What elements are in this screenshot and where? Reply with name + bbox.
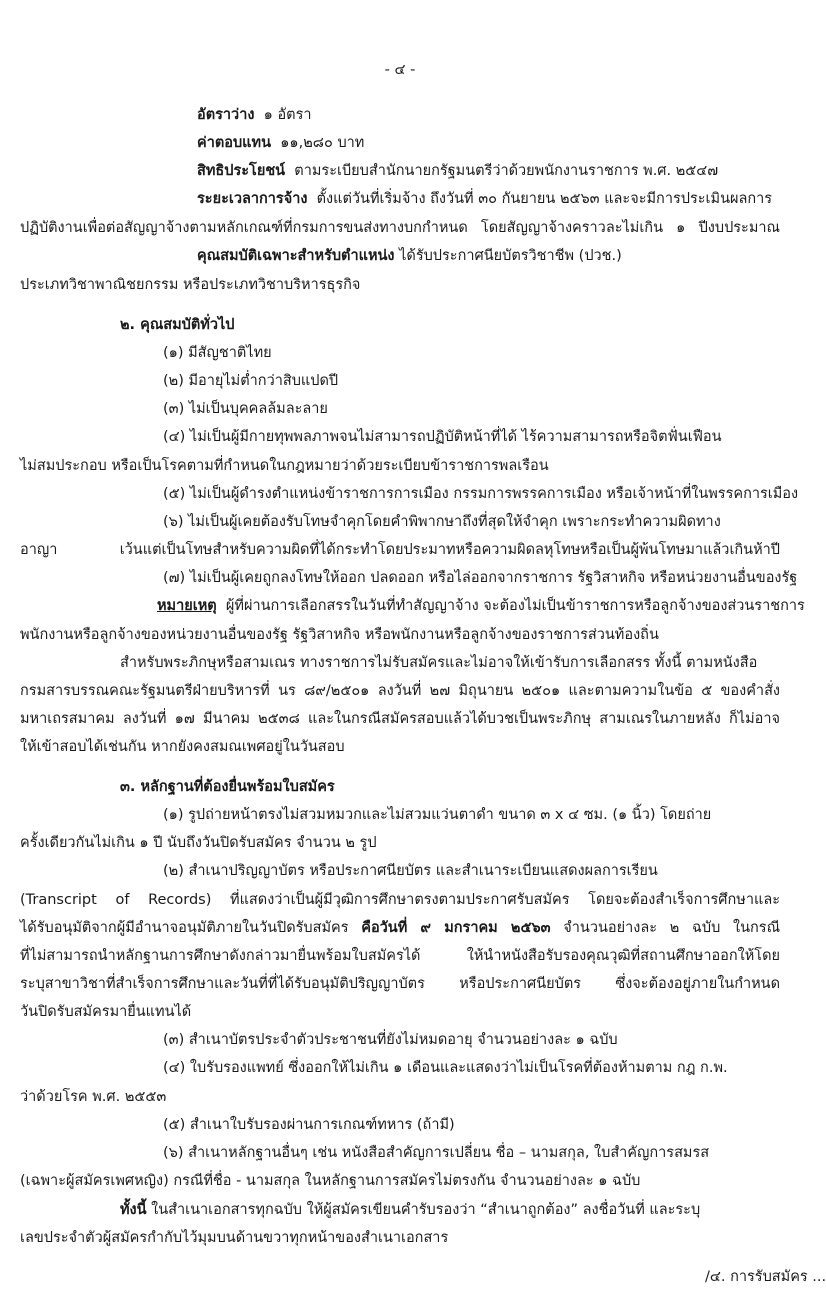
list-item-cont: วันปิดรับสมัครมายื่นแทนได้ <box>20 1004 192 1020</box>
list-item-cont: ไม่สมประกอบ หรือเป็นโรคตามที่กำหนดในกฎหมายว่าด้วยระเบียบข้าราชการพลเรือน <box>20 458 549 474</box>
monk-paragraph: มหาเถรสมาคม ลงวันที่ ๑๗ มีนาคม ๒๕๓๘ และในกรณีสมัครสอบแล้วได้บวชเป็นพระภิกษุ สามเณรในภายหลัง ก็ไม่อาจ <box>20 711 780 727</box>
label: ค่าตอบแทน <box>197 135 271 151</box>
list-item: (๓) ไม่เป็นบุคคลล้มละลาย <box>163 401 328 417</box>
value: ๑๑,๒๘๐ บาท <box>280 135 365 151</box>
note-line <box>157 596 805 616</box>
list-item-cont: ที่ไม่สามารถนำหลักฐานการศึกษาดังกล่าวมายื่นพร้อมใบสมัครได้ ให้นำหนังสือรับรองคุณวุฒิที่สถานศึกษาออกให้โดย <box>20 948 780 964</box>
list-item-cont: อาญา เว้นแต่เป็นโทษสำหรับความผิดที่ได้กระทำโดยประมาทหรือความผิดลหุโทษหรือเป็นผู้พ้นโทษมาแล้วเกินห้าปี <box>20 542 780 558</box>
deadline: คือวันที่ ๙ มกราคม ๒๕๖๓ <box>361 920 551 936</box>
note-text: ผู้ที่ผ่านการเลือกสรรในวันที่ทำสัญญาจ้าง จะต้องไม่เป็นข้าราชการหรือลูกจ้างของส่วนราชการ <box>225 598 805 614</box>
list-item: (๑) รูปถ่ายหน้าตรงไม่สวมหมวกและไม่สวมแว่นตาดำ ขนาด ๓ x ๔ ซม. (๑ นิ้ว) โดยถ่าย <box>163 807 712 823</box>
list-item: (๗) ไม่เป็นผู้เคยถูกลงโทษให้ออก ปลดออก หรือไล่ออกจากราชการ รัฐวิสาหกิจ หรือหน่วยงานอื่นของรัฐ <box>163 570 798 586</box>
qualification-line <box>197 246 622 266</box>
period-line <box>197 189 772 209</box>
list-item: (๓) สำเนาบัตรประจำตัวประชาชนที่ยังไม่หมดอายุ จำนวนอย่างละ ๑ ฉบับ <box>163 1032 618 1048</box>
value: ตั้งแต่วันที่เริ่มจ้าง ถึงวันที่ ๓๐ กันยายน ๒๕๖๓ และจะมีการประเมินผลการ <box>316 191 773 207</box>
list-item: (๔) ไม่เป็นผู้มีกายทุพพลภาพจนไม่สามารถปฏิบัติหน้าที่ได้ ไร้ความสามารถหรือจิตฟั่นเฟือน <box>163 429 722 445</box>
value: ตามระเบียบสำนักนายกรัฐมนตรีว่าด้วยพนักงานราชการ พ.ศ. ๒๕๔๗ <box>294 163 719 179</box>
vacancy-line <box>197 105 312 125</box>
monk-paragraph: ให้เข้าสอบได้เช่นกัน หากยังคงสมณเพศอยู่ในวันสอบ <box>20 739 345 755</box>
section2-heading: ๒. คุณสมบัติทั่วไป <box>120 317 235 333</box>
list-item-cont: ระบุสาขาวิชาที่สำเร็จการศึกษาและวันที่ที่ได้รับอนุมัติปริญญาบัตร หรือประกาศนียบัตร ซึ่งจะต้องอยู่ภายในกำหนด <box>20 976 780 992</box>
qualification-cont: ประเภทวิชาพาณิชยกรรม หรือประเภทวิชาบริหารธุรกิจ <box>20 277 361 293</box>
closing-bold: ทั้งนี้ <box>120 1202 147 1218</box>
value: ๑ อัตรา <box>263 107 312 123</box>
list-item: (๕) ไม่เป็นผู้ดำรงตำแหน่งข้าราชการการเมือง กรรมการพรรคการเมือง หรือเจ้าหน้าที่ในพรรคการเมือง <box>163 486 799 502</box>
label: สิทธิประโยชน์ <box>197 163 286 179</box>
list-item-cont <box>20 918 780 938</box>
page-number: - ๔ - <box>384 62 416 78</box>
note-cont: พนักงานหรือลูกจ้างของหน่วยงานอื่นของรัฐ รัฐวิสาหกิจ หรือพนักงานหรือลูกจ้างของราชการส่วนท้องถิ่น <box>20 627 659 643</box>
label: คุณสมบัติเฉพาะสำหรับตำแหน่ง <box>197 248 395 264</box>
list-item-cont: (Transcript of Records) ที่แสดงว่าเป็นผู้มีวุฒิการศึกษาตรงตามประกาศรับสมัคร โดยจะต้องสำเร็จการศึกษาและ <box>20 892 780 908</box>
note-label: หมายเหตุ <box>157 598 217 614</box>
value: ได้รับประกาศนียบัตรวิชาชีพ (ปวช.) <box>399 248 622 264</box>
list-item: (๒) มีอายุไม่ต่ำกว่าสิบแปดปี <box>163 373 339 389</box>
benefit-line <box>197 161 718 181</box>
list-item: (๑) มีสัญชาติไทย <box>163 345 272 361</box>
text: จำนวนอย่างละ ๒ ฉบับ ในกรณี <box>563 920 781 936</box>
list-item-cont: ว่าด้วยโรค พ.ศ. ๒๕๕๓ <box>20 1089 167 1105</box>
label: อัตราว่าง <box>197 107 255 123</box>
text: ได้รับอนุมัติจากผู้มีอำนาจอนุมัติภายในวันปิดรับสมัคร <box>20 920 349 936</box>
list-item-cont: (เฉพาะผู้สมัครเพศหญิง) กรณีที่ชื่อ - นามสกุล ในหลักฐานการสมัครไม่ตรงกัน จำนวนอย่างละ ๑ ฉบับ <box>20 1173 641 1189</box>
label: ระยะเวลาการจ้าง <box>197 191 308 207</box>
monk-paragraph: กรมสารบรรณคณะรัฐมนตรีฝ่ายบริหารที่ นร ๘๙/๒๕๐๑ ลงวันที่ ๒๗ มิถุนายน ๒๕๐๑ และตามความในข้อ ๕ ของคำสั่ง <box>20 683 780 699</box>
section3-heading: ๓. หลักฐานที่ต้องยื่นพร้อมใบสมัคร <box>120 779 335 795</box>
closing-text: ในสำเนาเอกสารทุกฉบับ ให้ผู้สมัครเขียนคำรับรองว่า “สำเนาถูกต้อง” ลงชื่อวันที่ และระบุ <box>151 1202 701 1218</box>
monk-paragraph: สำหรับพระภิกษุหรือสามเณร ทางราชการไม่รับสมัครและไม่อาจให้เข้ารับการเลือกสรร ทั้งนี้ ตามหนังสือ <box>120 655 758 671</box>
list-item: (๕) สำเนาใบรับรองผ่านการเกณฑ์ทหาร (ถ้ามี) <box>163 1117 455 1133</box>
closing-line <box>120 1200 700 1220</box>
continuation-marker: /๔. การรับสมัคร ... <box>705 1269 826 1285</box>
list-item: (๒) สำเนาปริญญาบัตร หรือประกาศนียบัตร และสำเนาระเบียนแสดงผลการเรียน <box>163 863 658 879</box>
list-item: (๖) สำเนาหลักฐานอื่นๆ เช่น หนังสือสำคัญการเปลี่ยน ชื่อ – นามสกุล, ใบสำคัญการสมรส <box>163 1145 710 1161</box>
list-item: (๖) ไม่เป็นผู้เคยต้องรับโทษจำคุกโดยคำพิพากษาถึงที่สุดให้จำคุก เพราะกระทำความผิดทาง <box>163 514 721 530</box>
pay-line <box>197 133 364 153</box>
list-item-cont: ครั้งเดียวกันไม่เกิน ๑ ปี นับถึงวันปิดรับสมัคร จำนวน ๒ รูป <box>20 835 377 851</box>
closing-cont: เลขประจำตัวผู้สมัครกำกับไว้มุมบนด้านขวาทุกหน้าของสำเนาเอกสาร <box>20 1230 449 1246</box>
period-cont: ปฏิบัติงานเพื่อต่อสัญญาจ้างตามหลักเกณฑ์ที่กรมการขนส่งทางบกกำหนด โดยสัญญาจ้างคราวละไม่เกิน ๑ ปีงบประมาณ <box>20 220 780 236</box>
list-item: (๔) ใบรับรองแพทย์ ซึ่งออกให้ไม่เกิน ๑ เดือนและแสดงว่าไม่เป็นโรคที่ต้องห้ามตาม กฎ ก.พ. <box>163 1060 728 1076</box>
